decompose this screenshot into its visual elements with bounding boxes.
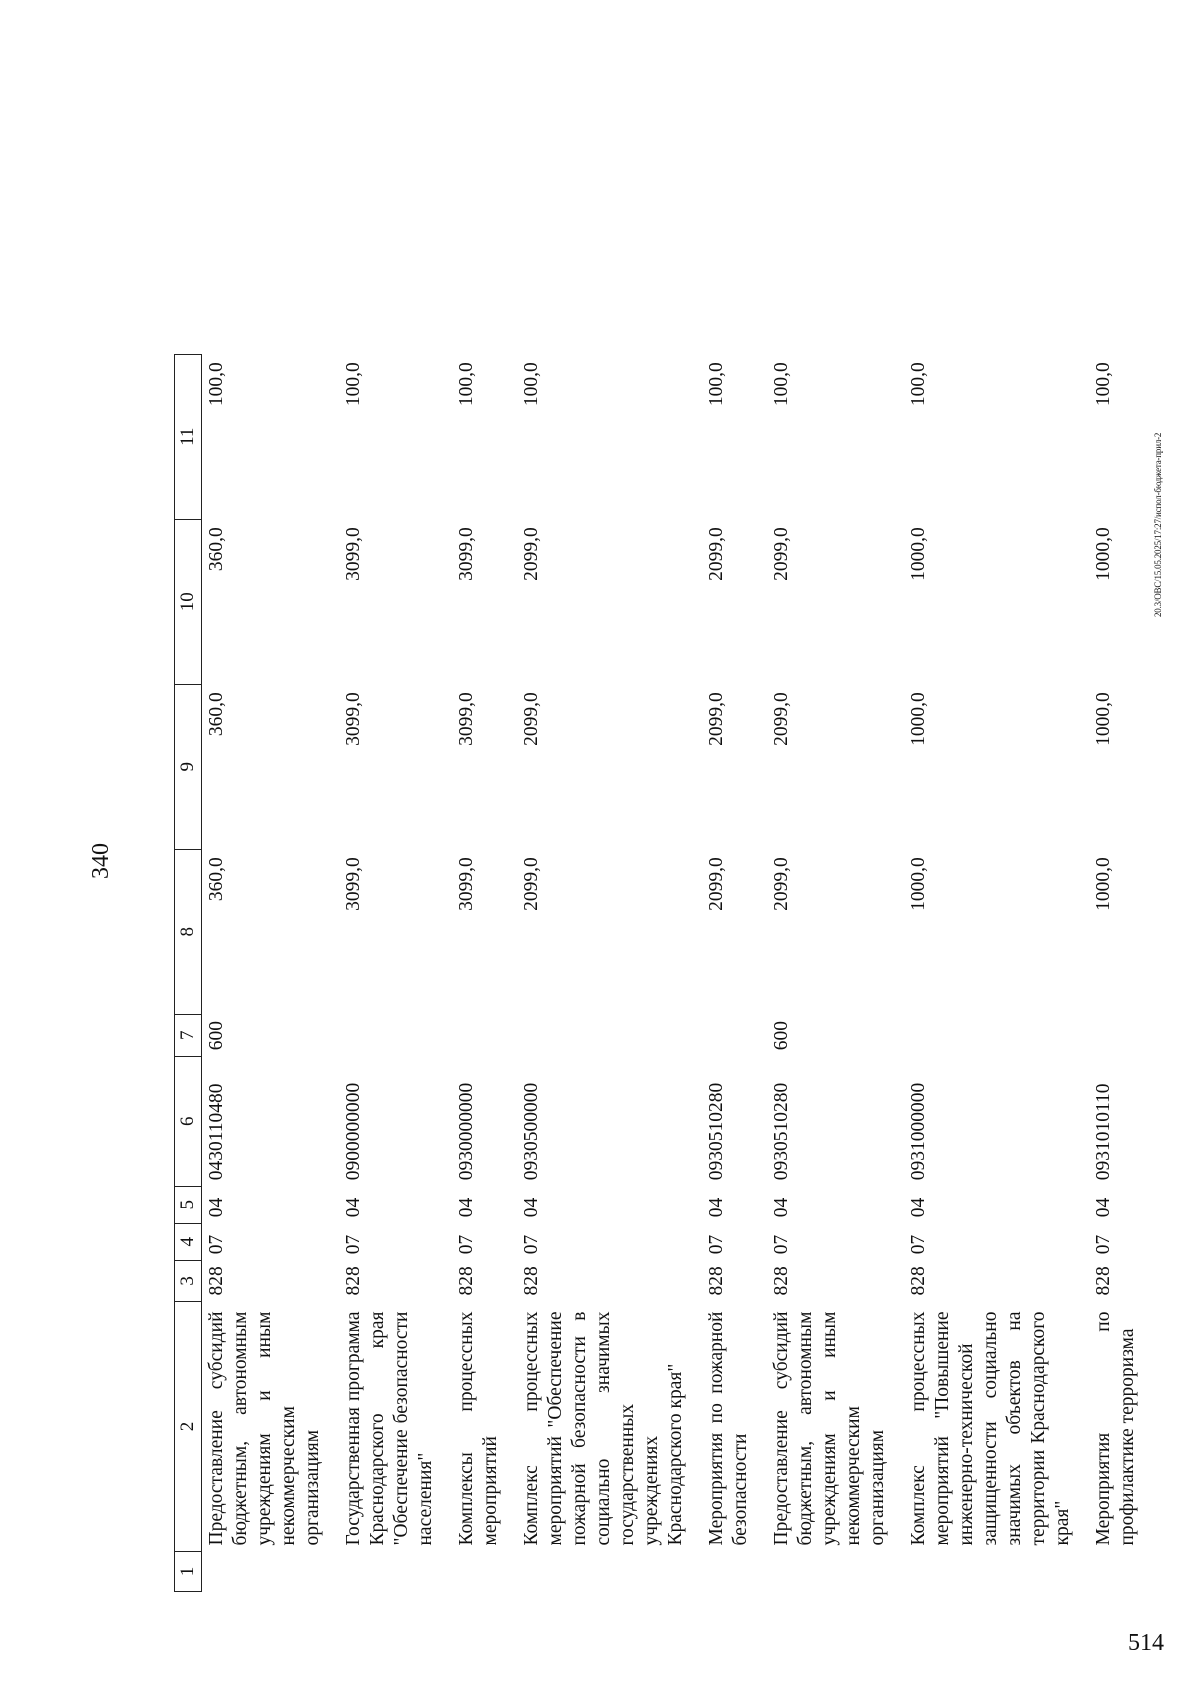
cell-c6: 0900000000 — [343, 1082, 364, 1181]
cell-name: Государственная программа Краснодарского края "Обеспечение безопасности населения" — [343, 1311, 436, 1546]
cell-c7 — [517, 1014, 690, 1056]
cell-index — [452, 1552, 505, 1592]
cell-c5: 04 — [908, 1197, 929, 1218]
cell-c8: 2099,0 — [521, 857, 542, 911]
row-spacer — [1077, 354, 1089, 1591]
cell-c10: 3099,0 — [343, 527, 364, 581]
cell-c9: 3099,0 — [456, 692, 477, 746]
cell-c7: 600 — [206, 1021, 227, 1051]
cell-c6: 0930510280 — [706, 1082, 727, 1181]
cell-c4: 07 — [1093, 1234, 1114, 1255]
table-body — [202, 354, 1143, 1591]
cell-c9: 1000,0 — [908, 692, 929, 746]
cell-c4: 07 — [456, 1234, 477, 1255]
table-row — [767, 354, 892, 1591]
cell-c11: 100,0 — [343, 362, 364, 407]
cell-c11: 100,0 — [771, 362, 792, 407]
cell-c7 — [702, 1014, 755, 1056]
cell-name: Комплекс процессных мероприятий "Повышение инженерно-технической защищенности социально значимых объектов на территории Краснодарского края" — [908, 1311, 1073, 1546]
footer-code: 20.3/ОВС/15.05.2025/17:27/испол-бюджета-прил-2 — [1153, 432, 1163, 617]
cell-c5: 04 — [771, 1197, 792, 1218]
cell-c11: 100,0 — [1093, 362, 1114, 407]
cell-c7 — [904, 1014, 1077, 1056]
row-spacer-cell — [1077, 354, 1089, 1591]
cell-c11: 100,0 — [206, 362, 227, 407]
row-spacer-cell — [505, 354, 517, 1591]
cell-name: Комплексы процессных мероприятий — [456, 1311, 501, 1546]
header-col-1: 1 — [175, 1552, 202, 1592]
cell-c8: 1000,0 — [1093, 857, 1114, 911]
cell-c10: 3099,0 — [456, 527, 477, 581]
row-spacer — [327, 354, 339, 1591]
header-col-8: 8 — [175, 849, 202, 1014]
cell-c3: 828 — [206, 1266, 227, 1296]
cell-c7 — [452, 1014, 505, 1056]
row-spacer-cell — [755, 354, 767, 1591]
cell-c10: 2099,0 — [706, 527, 727, 581]
cell-index — [702, 1552, 755, 1592]
table-row — [202, 354, 328, 1591]
cell-c9: 3099,0 — [343, 692, 364, 746]
cell-index — [202, 1552, 328, 1592]
cell-c8: 1000,0 — [908, 857, 929, 911]
header-col-6: 6 — [175, 1056, 202, 1186]
cell-c4: 07 — [343, 1234, 364, 1255]
cell-name: Предоставление субсидий бюджетным, автономным учреждениям и иным некоммерческим организациям — [206, 1311, 323, 1546]
cell-c3: 828 — [521, 1266, 542, 1296]
cell-c4: 07 — [908, 1234, 929, 1255]
cell-c3: 828 — [456, 1266, 477, 1296]
cell-c10: 1000,0 — [1093, 527, 1114, 581]
cell-c8: 360,0 — [206, 857, 227, 902]
cell-c9: 1000,0 — [1093, 692, 1114, 746]
cell-c6: 0931000000 — [908, 1082, 929, 1181]
table-row — [1089, 354, 1142, 1591]
cell-c6: 0931010110 — [1093, 1083, 1114, 1181]
table-row — [517, 354, 690, 1591]
row-spacer-cell — [440, 354, 452, 1591]
row-spacer — [505, 354, 517, 1591]
row-spacer — [755, 354, 767, 1591]
cell-c6: 0930000000 — [456, 1082, 477, 1181]
cell-c11: 100,0 — [908, 362, 929, 407]
cell-c4: 07 — [771, 1234, 792, 1255]
cell-c3: 828 — [771, 1266, 792, 1296]
cell-index — [767, 1552, 892, 1592]
table-row — [702, 354, 755, 1591]
table-row — [339, 354, 440, 1591]
cell-name: Предоставление субсидий бюджетным, автономным учреждениям и иным некоммерческим организациям — [771, 1311, 888, 1546]
header-col-2: 2 — [175, 1302, 202, 1552]
cell-c8: 2099,0 — [706, 857, 727, 911]
cell-c10: 1000,0 — [908, 527, 929, 581]
cell-c5: 04 — [1093, 1197, 1114, 1218]
row-spacer-cell — [892, 354, 904, 1591]
cell-c10: 360,0 — [206, 527, 227, 572]
cell-c7 — [1089, 1014, 1142, 1056]
cell-name: Комплекс процессных мероприятий "Обеспечение пожарной безопасности в социально значимых государственных учреждениях Краснодарского края" — [521, 1311, 686, 1546]
cell-c11: 100,0 — [521, 362, 542, 407]
cell-c3: 828 — [343, 1266, 364, 1296]
header-col-11: 11 — [175, 354, 202, 519]
table-row — [904, 354, 1077, 1591]
cell-c6: 0430110480 — [206, 1083, 227, 1181]
cell-c3: 828 — [908, 1266, 929, 1296]
header-col-9: 9 — [175, 684, 202, 849]
row-spacer-cell — [690, 354, 702, 1591]
cell-c4: 07 — [521, 1234, 542, 1255]
cell-c5: 04 — [206, 1197, 227, 1218]
cell-name: Мероприятия по пожарной безопасности — [706, 1311, 751, 1546]
cell-c5: 04 — [706, 1197, 727, 1218]
cell-index — [517, 1552, 690, 1592]
cell-c8: 2099,0 — [771, 857, 792, 911]
cell-index — [904, 1552, 1077, 1592]
cell-c5: 04 — [456, 1197, 477, 1218]
cell-c10: 2099,0 — [771, 527, 792, 581]
cell-c5: 04 — [521, 1197, 542, 1218]
cell-c11: 100,0 — [706, 362, 727, 407]
header-col-7: 7 — [175, 1014, 202, 1056]
table-row — [452, 354, 505, 1591]
cell-c9: 360,0 — [206, 692, 227, 737]
cell-c5: 04 — [343, 1197, 364, 1218]
header-col-10: 10 — [175, 519, 202, 684]
header-col-5: 5 — [175, 1186, 202, 1223]
cell-c10: 2099,0 — [521, 527, 542, 581]
cell-c8: 3099,0 — [456, 857, 477, 911]
cell-c3: 828 — [706, 1266, 727, 1296]
cell-index — [1089, 1552, 1142, 1592]
cell-c4: 07 — [206, 1234, 227, 1255]
cell-c3: 828 — [1093, 1266, 1114, 1296]
cell-c11: 100,0 — [456, 362, 477, 407]
row-spacer-cell — [327, 354, 339, 1591]
cell-c9: 2099,0 — [521, 692, 542, 746]
cell-c7 — [339, 1014, 440, 1056]
cell-c6: 0930500000 — [521, 1082, 542, 1181]
cell-name: Мероприятия по профилактике терроризма — [1093, 1311, 1138, 1546]
cell-c9: 2099,0 — [706, 692, 727, 746]
cell-c8: 3099,0 — [343, 857, 364, 911]
cell-index — [339, 1552, 440, 1592]
sheet-number: 514 — [1128, 1630, 1164, 1656]
page-number: 340 — [88, 843, 114, 879]
row-spacer — [690, 354, 702, 1591]
cell-c7: 600 — [771, 1021, 792, 1051]
cell-c9: 2099,0 — [771, 692, 792, 746]
header-col-4: 4 — [175, 1223, 202, 1260]
budget-table — [174, 354, 1142, 1592]
table-header-row — [175, 354, 202, 1591]
header-col-3: 3 — [175, 1260, 202, 1301]
cell-c6: 0930510280 — [771, 1082, 792, 1181]
cell-c4: 07 — [706, 1234, 727, 1255]
row-spacer — [440, 354, 452, 1591]
row-spacer — [892, 354, 904, 1591]
